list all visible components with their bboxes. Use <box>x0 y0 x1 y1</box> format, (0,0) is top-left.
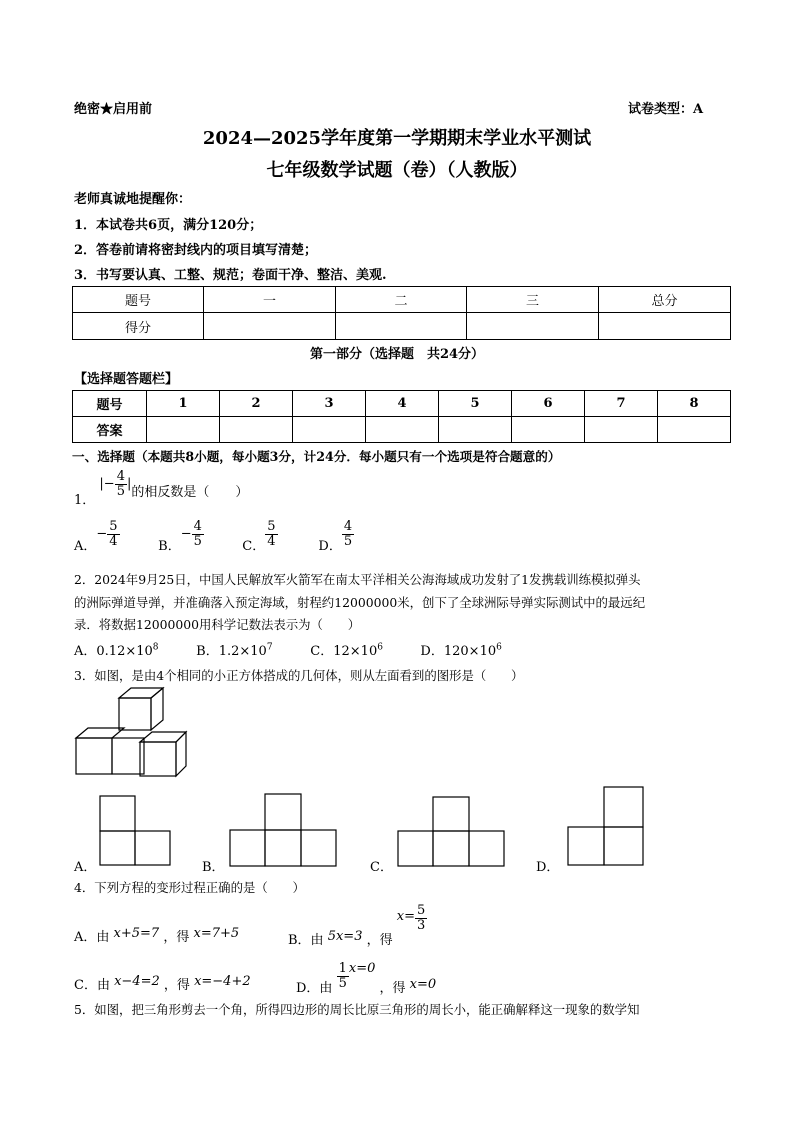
option-value: 12×10 <box>333 644 378 659</box>
option-label: B．由 <box>288 932 324 948</box>
option-denominator: 5 <box>338 975 347 991</box>
answer-header-cell: 6 <box>512 391 585 417</box>
option-equation: x−4=2 <box>114 974 160 989</box>
score-cell[interactable] <box>336 313 467 340</box>
answer-cell[interactable] <box>220 417 293 443</box>
q3-option-a-figure[interactable] <box>98 794 172 868</box>
q3-option-b-label: B． <box>202 860 225 875</box>
score-header-cell: 题号 <box>73 287 204 313</box>
option-label: D． <box>318 538 342 554</box>
answer-cell[interactable] <box>439 417 512 443</box>
q4-option-c[interactable] <box>74 952 251 993</box>
option-value: 0.12×10 <box>96 644 153 659</box>
q2-option-a[interactable] <box>74 640 192 659</box>
q3-stem: 3．如图，是由4个相同的小正方体搭成的几何体，则从左面看到的图形是（ ） <box>74 668 524 683</box>
option-denominator: 4 <box>109 533 118 549</box>
answer-cell[interactable] <box>366 417 439 443</box>
answer-header-cell: 1 <box>147 391 220 417</box>
answer-table <box>72 390 731 443</box>
score-header-cell: 总分 <box>599 287 731 313</box>
answer-header-cell: 5 <box>439 391 512 417</box>
section1-title: 一、选择题（本题共8小题，每小题3分，计24分．每小题只有一个选项是符合题意的） <box>72 449 561 464</box>
cube-solid-figure <box>74 686 190 778</box>
option-denominator: 5 <box>193 533 202 549</box>
option-equation: x=0 <box>409 976 437 992</box>
score-header-cell: 一 <box>204 287 336 313</box>
q3-option-d-label: D． <box>536 860 560 875</box>
answer-header-cell: 2 <box>220 391 293 417</box>
option-label: D．由 <box>296 980 333 996</box>
q3-option-c-figure[interactable] <box>396 795 506 868</box>
option-numerator: 5 <box>417 903 426 918</box>
q2-option-b[interactable] <box>196 640 306 659</box>
option-value: 1.2×10 <box>218 644 267 659</box>
option-equation: x=0 <box>348 960 376 976</box>
answer-cell[interactable] <box>658 417 731 443</box>
q1-option-c[interactable] <box>242 519 314 554</box>
option-connector: ，得 <box>163 978 190 993</box>
option-exponent: 7 <box>266 642 273 653</box>
q1-abs-open: |− <box>99 476 115 492</box>
answer-header-cell: 4 <box>366 391 439 417</box>
answer-header-cell: 7 <box>585 391 658 417</box>
q1-abs-close: | <box>126 476 132 492</box>
option-label: D． <box>420 644 444 659</box>
option-equation: 5x=3 <box>327 928 363 944</box>
q5-stem: 5．如图，把三角形剪去一个角，所得四边形的周长比原三角形的周长小，能正确解释这一现象的数学知 <box>74 1002 640 1017</box>
q1-option-b[interactable] <box>158 519 238 554</box>
answer-header-cell: 3 <box>293 391 366 417</box>
q4-option-b[interactable] <box>288 903 427 948</box>
score-cell[interactable] <box>204 313 336 340</box>
reminder-heading: 老师真诚地提醒你： <box>74 192 192 207</box>
secret-label: 绝密★启用前 <box>74 102 153 117</box>
option-label: A． <box>74 538 97 554</box>
option-label: B． <box>158 538 181 554</box>
q3-option-d-figure[interactable] <box>566 785 646 867</box>
answer-cell[interactable] <box>293 417 366 443</box>
q3-option-a-label: A． <box>74 860 97 875</box>
q1-number: 1． <box>74 492 96 508</box>
option-exponent: 8 <box>152 642 159 653</box>
q3-option-c-label: C． <box>370 860 393 875</box>
score-header-cell: 二 <box>336 287 467 313</box>
part1-title: 第一部分（选择题 共24分） <box>309 347 485 362</box>
answer-header-cell: 8 <box>658 391 731 417</box>
option-numerator: 4 <box>193 519 202 534</box>
option-connector: ，得 <box>366 932 393 948</box>
option-denominator: 3 <box>417 917 426 933</box>
option-connector: ，得 <box>379 980 406 996</box>
option-label: A． <box>74 644 97 659</box>
option-numerator: 5 <box>267 519 276 534</box>
option-sign: − <box>96 526 108 542</box>
score-cell[interactable] <box>599 313 731 340</box>
reminder-item: 3．书写要认真、工整、规范；卷面干净、整洁、美观. <box>74 268 387 283</box>
answer-bar-label: 【选择题答题栏】 <box>74 372 179 387</box>
q2-options <box>74 640 530 659</box>
option-label: B． <box>196 644 219 659</box>
q4-stem: 4．下列方程的变形过程正确的是（ ） <box>74 880 305 895</box>
q1-options <box>74 519 390 554</box>
option-label: C． <box>242 538 266 554</box>
option-equation: x=−4+2 <box>194 974 251 989</box>
q3-option-b-figure[interactable] <box>228 792 338 868</box>
option-exponent: 6 <box>496 642 502 653</box>
answer-cell[interactable] <box>147 417 220 443</box>
option-numerator: 4 <box>343 519 353 534</box>
option-sign: − <box>180 526 192 542</box>
option-equation: x+5=7 <box>113 926 160 941</box>
option-denominator: 4 <box>267 533 276 549</box>
option-numerator: 5 <box>109 519 118 534</box>
score-row-label: 得分 <box>73 313 204 340</box>
option-denominator: 5 <box>343 533 353 549</box>
answer-cell[interactable] <box>585 417 658 443</box>
paper-type: 试卷类型：A <box>628 102 704 117</box>
answer-header-cell: 题号 <box>73 391 147 417</box>
option-value: 120×10 <box>443 644 497 659</box>
q1-stem: 的相反数是（ ） <box>131 484 249 500</box>
score-header-cell: 三 <box>467 287 599 313</box>
answer-cell[interactable] <box>512 417 585 443</box>
q1-abs-denominator: 5 <box>116 483 125 499</box>
option-label: A．由 <box>74 930 110 945</box>
score-table <box>72 286 731 340</box>
score-cell[interactable] <box>467 313 599 340</box>
option-equation: x= <box>396 908 416 924</box>
q2-line: 的洲际弹道导弹，并准确落入预定海域，射程约12000000米，创下了全球洲际导弹实际测试中的最远纪 <box>74 595 646 610</box>
reminder-item: 1．本试卷共6页，满分120分； <box>74 218 263 233</box>
answer-row-label: 答案 <box>73 417 147 443</box>
q1-abs-numerator: 4 <box>116 469 125 484</box>
question-1 <box>74 469 249 508</box>
reminder-item: 2．答卷前请将密封线内的项目填写清楚； <box>74 243 318 258</box>
q4-option-a[interactable] <box>74 904 240 945</box>
q2-line: 录．将数据12000000用科学记数法表示为（ ） <box>74 617 361 632</box>
q1-option-a[interactable] <box>74 519 154 554</box>
q1-option-d[interactable] <box>318 519 390 554</box>
q2-option-d[interactable] <box>420 640 530 659</box>
option-connector: ，得 <box>163 930 190 945</box>
option-exponent: 6 <box>377 642 383 653</box>
option-equation: x=7+5 <box>193 926 240 941</box>
q2-line: 2．2024年9月25日，中国人民解放军火箭军在南太平洋相关公海海域成功发射了1发携载训练模拟弹头 <box>74 572 641 587</box>
option-numerator: 1 <box>338 961 347 976</box>
exam-title: 2024—2025学年度第一学期期末学业水平测试 <box>202 128 592 149</box>
q4-option-d[interactable] <box>296 952 437 996</box>
exam-subtitle: 七年级数学试题（卷）（人教版） <box>266 160 528 181</box>
option-label: C． <box>310 644 334 659</box>
option-label: C．由 <box>74 978 110 993</box>
q2-option-c[interactable] <box>310 640 416 659</box>
